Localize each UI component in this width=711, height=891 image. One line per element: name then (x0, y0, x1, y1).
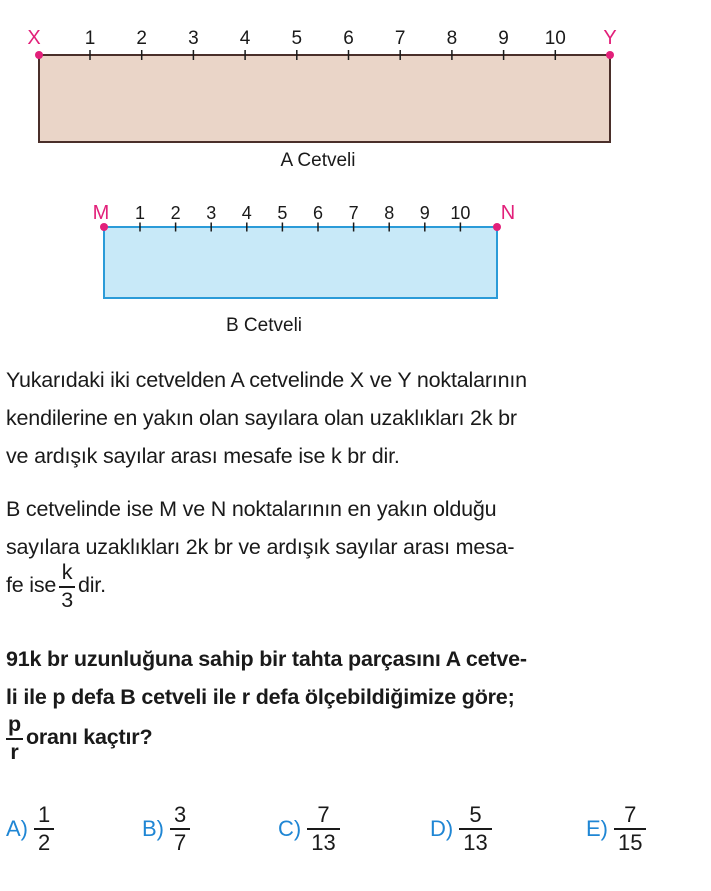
ruler-tick-label: 3 (206, 203, 217, 223)
ruler-tick-label: 10 (544, 28, 566, 49)
ruler-tick-label: 5 (291, 28, 303, 49)
fraction-p-over-r (6, 714, 23, 763)
option-denominator: 13 (311, 830, 336, 855)
question-text (6, 640, 706, 763)
option-letter: E) (586, 816, 608, 841)
question-suffix: oranı kaçtır? (25, 725, 153, 750)
ruler-tick-label: 1 (134, 203, 146, 223)
paragraph-2-line: B cetvelinde ise M ve N noktalarının en yakın olduğu (6, 497, 497, 521)
fraction-denominator: r (10, 739, 19, 764)
ruler-a-start-label: X (27, 27, 41, 49)
ruler-tick-label: 2 (170, 203, 181, 223)
option-denominator: 7 (174, 830, 187, 855)
option-numerator: 7 (624, 802, 637, 827)
ruler-tick-label: 7 (348, 203, 359, 223)
problem-paragraph-2 (6, 490, 706, 611)
ruler-b-caption: B Cetveli (225, 315, 303, 336)
ruler-tick-label: 4 (241, 203, 252, 223)
paragraph-1-line: Yukarıdaki iki cetvelden A cetvelinde X ve Y noktalarının (6, 368, 527, 392)
ruler-b-end-point (493, 223, 501, 231)
option-d[interactable] (430, 804, 492, 854)
ruler-tick-label: 5 (277, 203, 288, 223)
option-fraction (614, 804, 646, 854)
ruler-tick-label: 7 (394, 28, 406, 49)
ruler-b-start-point (100, 223, 108, 231)
answer-options (6, 804, 706, 874)
option-a[interactable] (6, 804, 54, 854)
option-numerator: 1 (38, 802, 51, 827)
ruler-tick-label: 10 (450, 203, 471, 223)
question-line: li ile p defa B cetveli ile r defa ölçebildiğimize göre; (6, 685, 515, 709)
ruler-a-body (39, 55, 610, 142)
paragraph-2-suffix: dir. (77, 573, 106, 598)
ruler-b (93, 202, 516, 336)
paragraph-2-line: sayılara uzaklıkları 2k br ve ardışık sayılar arası mesa- (6, 535, 515, 559)
question-line: 91k br uzunluğuna sahip bir tahta parçasını A cetve- (6, 647, 527, 671)
paragraph-2-line-with-fraction (6, 562, 706, 611)
ruler-tick-label: 6 (312, 203, 324, 223)
paragraph-1-line: ve ardışık sayılar arası mesafe ise k br dir. (6, 444, 400, 468)
option-e[interactable] (586, 804, 646, 854)
ruler-a-end-label: Y (603, 27, 617, 49)
ruler-tick-label: 1 (84, 28, 96, 49)
ruler-a (27, 27, 616, 171)
option-fraction (459, 804, 491, 854)
option-denominator: 13 (463, 830, 488, 855)
ruler-tick-label: 2 (136, 28, 147, 49)
option-numerator: 7 (317, 802, 330, 827)
ruler-tick-label: 4 (239, 28, 251, 49)
rulers-svg (0, 0, 711, 345)
ruler-a-start-point (35, 51, 43, 59)
ruler-b-end-label: N (500, 202, 516, 224)
ruler-tick-label: 8 (384, 203, 395, 223)
option-fraction (34, 804, 54, 854)
fraction-numerator: k (61, 560, 73, 584)
rulers-figure (0, 0, 711, 345)
problem-paragraph-1 (6, 361, 706, 475)
ruler-tick-label: 9 (498, 28, 509, 49)
option-letter: C) (278, 816, 302, 841)
paragraph-1-line: kendilerine en yakın olan sayılara olan uzaklıkları 2k br (6, 406, 517, 430)
option-numerator: 3 (174, 802, 187, 827)
option-c[interactable] (278, 804, 340, 854)
option-letter: D) (430, 816, 454, 841)
option-letter: B) (142, 816, 164, 841)
option-denominator: 15 (618, 830, 643, 855)
paragraph-2-prefix: fe ise (6, 573, 57, 598)
option-denominator: 2 (38, 830, 51, 855)
fraction-k-over-3 (59, 562, 75, 611)
fraction-denominator: 3 (61, 587, 73, 612)
option-fraction (170, 804, 190, 854)
question-line-with-fraction (6, 714, 706, 763)
ruler-b-start-label: M (92, 202, 110, 224)
ruler-tick-label: 9 (419, 203, 430, 223)
option-letter: A) (6, 816, 28, 841)
ruler-a-end-point (606, 51, 614, 59)
ruler-tick-label: 6 (343, 28, 354, 49)
ruler-tick-label: 8 (446, 28, 458, 49)
option-fraction (307, 804, 339, 854)
ruler-b-body (104, 227, 497, 298)
ruler-tick-label: 3 (188, 28, 199, 49)
fraction-numerator: p (8, 712, 21, 736)
option-b[interactable] (142, 804, 190, 854)
option-numerator: 5 (469, 802, 482, 827)
ruler-a-caption: A Cetveli (280, 150, 356, 171)
